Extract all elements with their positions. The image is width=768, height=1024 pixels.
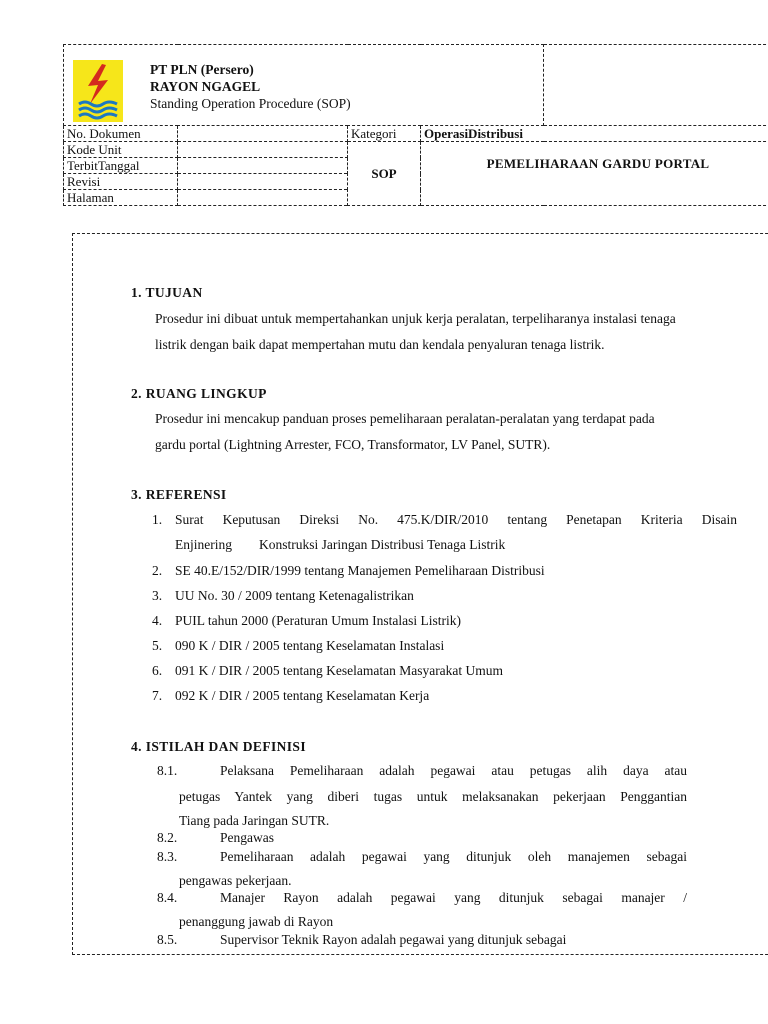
def-8-3-line-1: Pemeliharaan adalah pegawai yang ditunjuk oleh manajemen sebagai [220, 849, 687, 864]
ref-num: 2. [152, 563, 163, 578]
def-8-4-line-1: Manajer Rayon adalah pegawai yang ditunjuk sebagai manajer / [220, 890, 687, 905]
def-8-1-line-3: Tiang pada Jaringan SUTR. [179, 813, 330, 828]
ref-item-1 [152, 512, 737, 528]
ref-text: SE 40.E/152/DIR/1999 tentang Manajemen Pemeliharaan Distribusi [175, 563, 545, 578]
heading-referensi: 3. REFERENSI [131, 487, 227, 502]
ref-text: 092 K / DIR / 2005 tentang Keselamatan Kerja [175, 688, 430, 703]
doc-type: Standing Operation Procedure (SOP) [150, 96, 351, 111]
def-8-4-line-2: penanggung jawab di Rayon [179, 914, 334, 929]
ref-item-4 [152, 613, 461, 629]
def-8-5-line-1: Supervisor Teknik Rayon adalah pegawai yang ditunjuk sebagai [220, 932, 567, 947]
ref-item-3 [152, 588, 414, 604]
ref-num: 7. [152, 688, 163, 703]
ruang-line-2: gardu portal (Lightning Arrester, FCO, Transformator, LV Panel, SUTR). [155, 437, 551, 452]
def-8-1-line-2: petugas Yantek yang diberi tugas untuk melaksanakan pekerjaan Penggantian [179, 789, 687, 804]
blank-header-cell [544, 45, 768, 126]
document-title: PEMELIHARAAN GARDU PORTAL [421, 142, 768, 206]
ref-text: UU No. 30 / 2009 tentang Ketenagalistrikan [175, 588, 414, 603]
company-cell [64, 45, 544, 126]
heading-ruang-lingkup: 2. RUANG LINGKUP [131, 386, 267, 401]
ref-text: Surat Keputusan Direksi No. 475.K/DIR/2010 tentang Penetapan Kriteria Disain [175, 512, 737, 527]
document-header [63, 44, 768, 215]
ref-item-6 [152, 663, 503, 679]
tujuan-line-1: Prosedur ini dibuat untuk mempertahankan unjuk kerja peralatan, terpeliharanya instalasi tenaga [155, 311, 676, 326]
ref-num: 5. [152, 638, 163, 653]
ruang-line-1: Prosedur ini mencakup panduan proses pemeliharaan peralatan-peralatan yang terdapat pada [155, 411, 655, 426]
def-8-4-num: 8.4. [157, 890, 178, 905]
kategori-value: OperasiDistribusi [421, 126, 768, 142]
value-terbit-tanggal [178, 158, 348, 174]
def-8-3-line-2: pengawas pekerjaan. [179, 873, 292, 888]
ref-item-1-cont: Enjinering Konstruksi Jaringan Distribusi Tenaga Listrik [175, 537, 506, 552]
ref-num: 6. [152, 663, 163, 678]
ruang-paragraph [155, 406, 760, 458]
ref-text: 090 K / DIR / 2005 tentang Keselamatan Instalasi [175, 638, 445, 653]
ref-text: 091 K / DIR / 2005 tentang Keselamatan Masyarakat Umum [175, 663, 504, 678]
value-kode-unit [178, 142, 348, 158]
def-8-1-num: 8.1. [157, 763, 178, 778]
ref-num: 1. [152, 512, 163, 527]
label-terbit-tanggal: TerbitTanggal [64, 158, 178, 174]
value-halaman [178, 190, 348, 206]
def-8-5-num: 8.5. [157, 932, 178, 947]
tujuan-paragraph [155, 306, 760, 358]
def-8-1-line-1: Pelaksana Pemeliharaan adalah pegawai atau petugas alih daya atau [220, 763, 687, 778]
label-no-dokumen: No. Dokumen [64, 126, 178, 142]
ref-text: PUIL tahun 2000 (Peraturan Umum Instalasi Listrik) [175, 613, 461, 628]
ref-item-7 [152, 688, 429, 704]
label-kode-unit: Kode Unit [64, 142, 178, 158]
ref-item-2 [152, 563, 545, 579]
heading-istilah: 4. ISTILAH DAN DEFINISI [131, 739, 306, 754]
value-revisi [178, 174, 348, 190]
ref-num: 3. [152, 588, 163, 603]
heading-tujuan: 1. TUJUAN [131, 285, 203, 300]
company-name: PT PLN (Persero) [150, 62, 254, 77]
def-8-2-num: 8.2. [157, 830, 178, 845]
def-8-3-num: 8.3. [157, 849, 178, 864]
tujuan-line-2: listrik dengan baik dapat mempertahan mutu dan kendala penyaluran tenaga listrik. [155, 337, 605, 352]
unit-name: RAYON NGAGEL [150, 79, 261, 94]
value-no-dokumen [178, 126, 348, 142]
label-revisi: Revisi [64, 174, 178, 190]
pln-logo-icon [73, 60, 123, 122]
kategori-label: Kategori [348, 126, 421, 142]
sop-label: SOP [348, 142, 421, 206]
ref-item-5 [152, 638, 444, 654]
def-8-2-line-1: Pengawas [220, 830, 274, 845]
ref-num: 4. [152, 613, 163, 628]
label-halaman: Halaman [64, 190, 178, 206]
